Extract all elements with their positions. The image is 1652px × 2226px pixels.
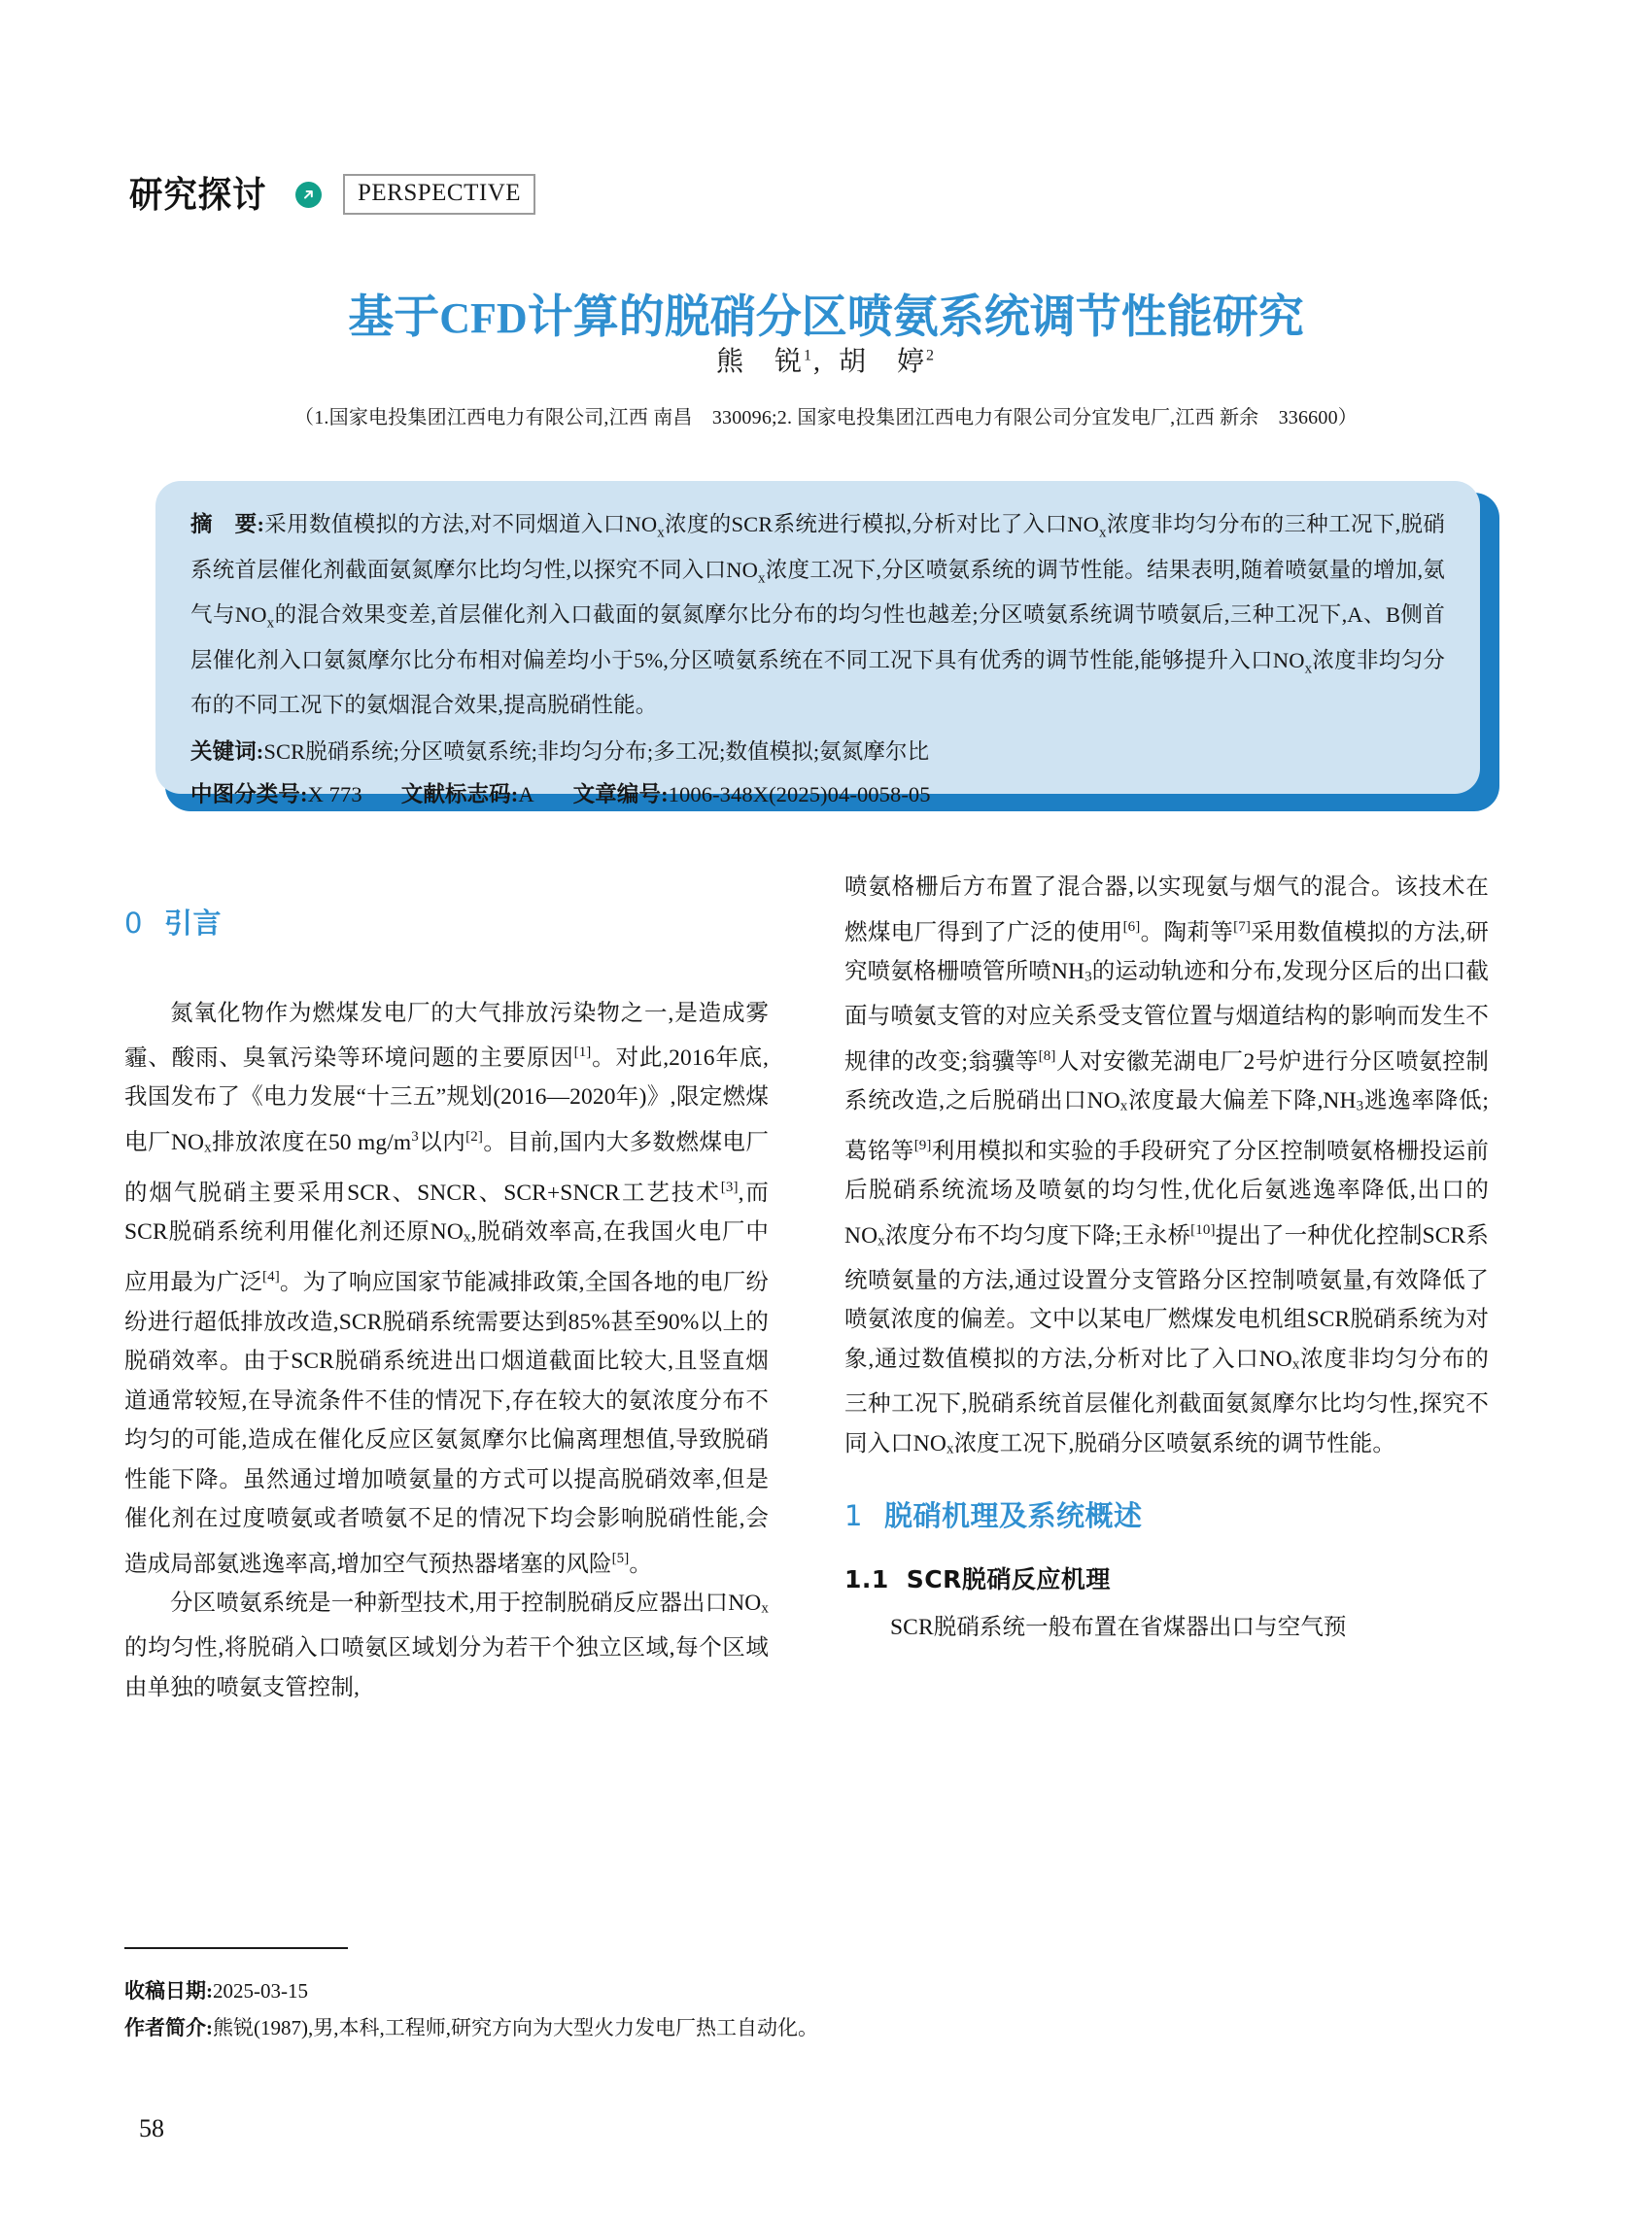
r1-seg-h: 利用模拟和实验的手段研究了分区控制喷氨格栅投运前后脱硝系统流场及喷氨的均匀性,优化后氨逃逸率降低,出口的NO bbox=[844, 1138, 1489, 1249]
citation-ref-1: [1] bbox=[573, 1045, 592, 1060]
citation-ref-6: [6] bbox=[1122, 918, 1141, 935]
page-title bbox=[0, 281, 1652, 346]
r1-seg-c: 采用数值模拟的方法,研究喷氨格栅喷管所喷NH bbox=[844, 919, 1489, 984]
article-id-value: 1006-348X(2025)04-0058-05 bbox=[668, 782, 931, 806]
keywords-line bbox=[190, 734, 1445, 771]
r1-seg-a: 喷氨格栅后方布置了混合器,以实现氨与烟气的混合。该技术在燃煤电厂得到了广泛的使用 bbox=[844, 874, 1489, 945]
paragraph-left-2 bbox=[124, 1584, 769, 1707]
author-bio-line bbox=[124, 2009, 1096, 2046]
abstract-seg-1: 采用数值模拟的方法,对不同烟道入口NO bbox=[264, 512, 658, 536]
author-bio-value: 熊锐(1987),男,本科,工程师,研究方向为大型火力发电厂热工自动化。 bbox=[213, 2016, 818, 2039]
paragraph-right-1 bbox=[844, 868, 1489, 1469]
subsection-number-1-1: 1.1 bbox=[844, 1565, 889, 1594]
abstract-label: 摘 要: bbox=[190, 512, 265, 536]
doc-code-label: 文献标志码: bbox=[400, 782, 519, 806]
abstract-text bbox=[190, 506, 1445, 724]
abstract-seg-9: 工况下具有优秀的调节性能,能够提升入口NO bbox=[868, 647, 1305, 672]
classification-line bbox=[190, 776, 1445, 813]
abstract-seg-2: 浓度的SCR系统进行模拟,分析对比了入口NO bbox=[664, 512, 1099, 536]
nox-subscript-6: x bbox=[1291, 1356, 1300, 1373]
r1-seg-i: 浓度分布不均匀度下降;王永桥 bbox=[884, 1222, 1191, 1249]
section-number-0: 0 bbox=[124, 907, 143, 940]
page-number: 58 bbox=[139, 2114, 164, 2142]
nox-subscript-7: x bbox=[946, 1441, 954, 1457]
nox-subscript-4: x bbox=[1119, 1098, 1128, 1114]
p2-seg-b: 的均匀性,将脱硝入口喷氨区域划分为若干个独立区域,每个区域由单独的喷氨支管控制, bbox=[124, 1635, 769, 1700]
nh3-subscript-2: 3 bbox=[1356, 1098, 1364, 1114]
subsection-heading-1-1 bbox=[844, 1560, 1489, 1600]
keywords-label: 关键词: bbox=[190, 739, 264, 764]
doc-code-group bbox=[401, 782, 534, 806]
citation-ref-9: [9] bbox=[913, 1138, 932, 1154]
section-title-1: 脱硝机理及系统概述 bbox=[883, 1498, 1143, 1532]
nox-subscript-5: x bbox=[878, 1233, 885, 1250]
section-title-intro: 引言 bbox=[163, 907, 222, 940]
r1-seg-e: 人对安徽芜湖电厂2号炉进行分区喷氨控制系统改造,之后脱硝出口NO bbox=[844, 1048, 1489, 1113]
received-date-label: 收稿日期: bbox=[124, 1979, 213, 2003]
p1-seg-a: 氮氧化物作为燃煤发电厂的大气排放污染物之一,是造成雾霾、酸雨、臭氧污染等环境问题的主要原因 bbox=[124, 1000, 769, 1071]
citation-ref-8: [8] bbox=[1038, 1047, 1056, 1064]
abstract-seg-6: 果表明,随着喷氨量的增加,氨气与NO bbox=[190, 557, 1446, 627]
r1-seg-k: 浓度非均匀分布的三种工况下,脱硝系统首层催化剂截面氨氮摩尔比均匀性,探究不同入口NO bbox=[844, 1346, 1489, 1456]
arrow-up-right-icon bbox=[295, 182, 322, 208]
r1-seg-d: 的运动轨迹和分布,发现分区后的出口截面与喷氨支管的对应关系受支管位置与烟道结构的影响而发生不规律的改变;翁骥等 bbox=[844, 958, 1489, 1075]
clc-value: X 773 bbox=[307, 782, 362, 806]
r1-seg-g: 逃逸率降低;葛铭等 bbox=[844, 1087, 1489, 1164]
abstract-sub-x-5: x bbox=[1304, 661, 1313, 676]
author-2-name: 胡 婷 bbox=[839, 347, 927, 377]
abstract-seg-10: 浓度非均匀分布的不同工况下的氨烟混合效果,提高脱硝性能。 bbox=[190, 647, 1445, 717]
abstract-sub-x-4: x bbox=[266, 615, 275, 632]
author-bio-label: 作者简介: bbox=[124, 2016, 213, 2039]
paragraph-left-1 bbox=[124, 994, 769, 1585]
abstract-sub-x-2: x bbox=[1099, 525, 1107, 541]
nh3-subscript-1: 3 bbox=[1084, 969, 1092, 985]
author-1-name: 熊 锐 bbox=[715, 347, 804, 377]
received-date-value: 2025-03-15 bbox=[213, 1979, 308, 2003]
received-date-line bbox=[124, 1972, 1096, 2009]
kicker-label-cn: 研究探讨 bbox=[129, 173, 267, 216]
article-id-group bbox=[573, 782, 931, 806]
citation-ref-7: [7] bbox=[1233, 918, 1251, 935]
p1-seg-g: ,脱硝效率高,在我国火电厂中应用最为广泛 bbox=[124, 1219, 769, 1296]
article-id-label: 文章编号: bbox=[572, 782, 669, 806]
clc-group bbox=[190, 782, 362, 806]
abstract-seg-8: 区喷氨系统调节喷氨后,三种工况下,A、B侧首层催化剂入口氨氮摩尔比分布相对偏差均小于5%,分区喷氨系统在不同 bbox=[190, 602, 1445, 672]
p1-seg-d: 以内 bbox=[418, 1129, 466, 1155]
abstract-sub-x-1: x bbox=[657, 525, 665, 541]
r1-seg-f: 浓度最大偏差下降,NH bbox=[1127, 1087, 1357, 1113]
nox-subscript-2: x bbox=[463, 1229, 471, 1246]
doc-code-value: A bbox=[518, 782, 534, 806]
author-list bbox=[0, 340, 1652, 379]
p1-seg-e: 。目前,国内大多数燃煤电厂的烟气脱硝主要采用SCR、SNCR、SCR+SNCR工艺技术 bbox=[124, 1129, 769, 1206]
abstract-card bbox=[155, 481, 1499, 811]
affiliation-line: （1.国家电投集团江西电力有限公司,江西 南昌 330096;2. 国家电投集团江西电力有限公司分宜发电厂,江西 新余 336600） bbox=[294, 407, 1358, 428]
p1-seg-h: 。为了响应国家节能减排政策,全国各地的电厂纷纷进行超低排放改造,SCR脱硝系统需要达到85%甚至90%以上的脱硝效率。由于SCR脱硝系统进出口烟道截面比较大,且竖直烟道通常较短,在导流条件不佳的情况下,存在较大的氨浓度分布不均匀的可能,造成在催化反应区氨氮摩尔比偏离理想值,导致脱硝性能下降。虽然通过增加喷氨量的方式可以提高脱硝效率,但是催化剂在过度喷氨或者喷氨不足的情况下均会影响脱硝性能,会造成局部氨逃逸率高,增加空气预热器堵塞的风险 bbox=[124, 1270, 770, 1577]
p2-seg-a: 分区喷氨系统是一种新型技术,用于控制脱硝反应器出口NO bbox=[170, 1591, 762, 1617]
author-separator: , bbox=[813, 347, 822, 377]
abstract-card-body bbox=[155, 481, 1480, 806]
clc-label: 中图分类号: bbox=[190, 782, 308, 806]
citation-ref-5: [5] bbox=[611, 1550, 630, 1566]
r1-seg-l: 浓度工况下,脱硝分区喷氨系统的调节性能。 bbox=[953, 1430, 1395, 1456]
citation-ref-10: [10] bbox=[1190, 1221, 1216, 1238]
author-1-affil-marker: 1 bbox=[804, 347, 813, 364]
footnote-block bbox=[124, 1972, 1096, 2046]
kicker-header bbox=[129, 171, 535, 218]
section-heading-1 bbox=[844, 1496, 1489, 1536]
citation-ref-3: [3] bbox=[720, 1179, 739, 1195]
p1-seg-b: 。对此,2016年底,我国发布了《电力发展“十三五”规划(2016—2020年)》,限定燃煤电厂NO bbox=[124, 1045, 769, 1155]
abstract-seg-5: 浓度工况下,分区喷氨系统的调节性能。结 bbox=[765, 557, 1169, 582]
r1-seg-j: 提出了一种优化控制SCR系统喷氨量的方法,通过设置分支管路分区控制喷氨量,有效降低了喷氨浓度的偏差。文中以某电厂燃煤发电机组SCR脱硝系统为对象,通过数值模拟的方法,分析对比了入口NO bbox=[844, 1222, 1489, 1372]
p1-seg-f: ,而SCR脱硝系统利用催化剂还原NO bbox=[124, 1180, 769, 1246]
cubic-exponent: 3 bbox=[411, 1128, 419, 1145]
subsection-title-1-1: SCR脱硝反应机理 bbox=[906, 1565, 1111, 1594]
title-part-1: 基于 bbox=[348, 291, 440, 345]
section-number-1: 1 bbox=[844, 1498, 863, 1532]
p1-seg-i: 。 bbox=[629, 1551, 652, 1577]
section-heading-intro bbox=[124, 904, 769, 943]
abstract-sub-x-3: x bbox=[758, 570, 766, 586]
nox-subscript-1: x bbox=[204, 1140, 212, 1156]
footnote-divider bbox=[124, 1947, 348, 1949]
citation-ref-4: [4] bbox=[262, 1269, 280, 1285]
abstract-seg-7: 的混合效果变差,首层催化剂入口截面的氨氮摩尔比分布的均匀性也越差;分 bbox=[274, 602, 1002, 627]
nox-subscript-3: x bbox=[761, 1600, 769, 1617]
r1-seg-b: 。陶莉等 bbox=[1140, 919, 1234, 945]
kicker-label-en: PERSPECTIVE bbox=[343, 174, 535, 216]
title-latin: CFD bbox=[439, 294, 528, 343]
abstract-seg-4: 种工况下,脱硝系统首层催化剂截面氨氮摩尔比均匀性,以探究不同入口NO bbox=[190, 512, 1445, 582]
body-column-right bbox=[844, 868, 1489, 1647]
body-column-left bbox=[124, 904, 769, 1707]
abstract-seg-3: 浓度非均匀分布的三 bbox=[1106, 512, 1307, 536]
citation-ref-2: [2] bbox=[465, 1128, 483, 1145]
paragraph-right-2: SCR脱硝系统一般布置在省煤器出口与空气预 bbox=[890, 1614, 1347, 1640]
author-2-affil-marker: 2 bbox=[926, 347, 937, 364]
keywords-value: SCR脱硝系统;分区喷氨系统;非均匀分布;多工况;数值模拟;氨氮摩尔比 bbox=[263, 739, 930, 764]
p1-seg-c: 排放浓度在50 mg/m bbox=[211, 1129, 412, 1155]
title-part-2: 计算的脱硝分区喷氨系统调节性能研究 bbox=[527, 291, 1304, 345]
